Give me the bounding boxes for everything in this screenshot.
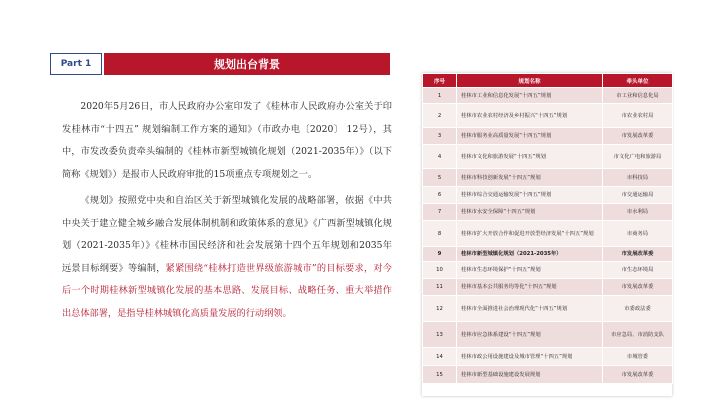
row-plan-name: 桂林市文化和旅游发展“十四五”规划 bbox=[457, 145, 603, 169]
table-row bbox=[423, 88, 673, 104]
row-plan-name: 桂林市工业和信息化发展“十四五”规划 bbox=[457, 88, 603, 104]
plans-table-grid bbox=[422, 73, 673, 384]
table-row bbox=[423, 279, 673, 296]
row-lead-unit: 市科技局 bbox=[603, 169, 673, 187]
table-row bbox=[423, 322, 673, 348]
row-index: 7 bbox=[423, 204, 457, 221]
part-label: Part 1 bbox=[50, 53, 102, 75]
table-row bbox=[423, 187, 673, 204]
row-lead-unit: 市文化广电和旅游局 bbox=[603, 145, 673, 169]
header-lead-unit: 牵头单位 bbox=[603, 74, 673, 88]
table-row bbox=[423, 145, 673, 169]
row-index: 1 bbox=[423, 88, 457, 104]
table-row bbox=[423, 204, 673, 221]
row-index: 6 bbox=[423, 187, 457, 204]
row-lead-unit: 市发展改革委 bbox=[603, 279, 673, 296]
table-header-row bbox=[423, 74, 673, 88]
row-lead-unit: 市工业和信息化局 bbox=[603, 88, 673, 104]
row-lead-unit: 市应急局、市消防支队 bbox=[603, 322, 673, 348]
row-index: 3 bbox=[423, 128, 457, 145]
row-index: 11 bbox=[423, 279, 457, 296]
row-plan-name: 桂林市新型基础设施建设发展规划 bbox=[457, 366, 603, 384]
plans-table bbox=[422, 73, 672, 396]
row-index: 9 bbox=[423, 247, 457, 262]
row-plan-name: 桂林市全面推进社会治理现代化“十四五”规划 bbox=[457, 296, 603, 322]
row-index: 13 bbox=[423, 322, 457, 348]
row-plan-name: 桂林市服务业高质量发展“十四五”规划 bbox=[457, 128, 603, 145]
table-row bbox=[423, 247, 673, 262]
table-row bbox=[423, 366, 673, 384]
table-row bbox=[423, 296, 673, 322]
plan-goal-text-highlight: 紧紧围绕“桂林打造世界级旅游城市”的目标要求，对今后一个时期桂林新型城镇化发展的基本思路、发展目标、战略任务、重大举措作出总体部署，是指导桂林城镇化高质量发展的行动纲领。 bbox=[62, 262, 392, 319]
paragraph-background: 2020年5月26日，市人民政府办公室印发了《桂林市人民政府办公室关于印发桂林市“十四五” 规划编制工作方案的通知》（市政办电〔2020〕 12号），其中，市发改委负责牵头编制的《桂林市新型城镇化规划（2021-2035年）》（以下简称《规划》）是报市人民政府审批的15项重点专项规划之一。 bbox=[62, 101, 392, 180]
row-index: 10 bbox=[423, 262, 457, 279]
row-lead-unit: 市发展改革委 bbox=[603, 366, 673, 384]
row-lead-unit: 市委政法委 bbox=[603, 296, 673, 322]
row-plan-name: 桂林市应急体系建设“十四五”规划 bbox=[457, 322, 603, 348]
row-index: 14 bbox=[423, 348, 457, 366]
row-lead-unit: 市发展改革委 bbox=[603, 128, 673, 145]
row-plan-name: 桂林市科技创新发展“十四五”规划 bbox=[457, 169, 603, 187]
row-index: 12 bbox=[423, 296, 457, 322]
row-lead-unit: 市交通运输局 bbox=[603, 187, 673, 204]
table-row bbox=[423, 221, 673, 247]
row-lead-unit: 市水利局 bbox=[603, 204, 673, 221]
table-row bbox=[423, 169, 673, 187]
row-lead-unit: 市城管委 bbox=[603, 348, 673, 366]
row-plan-name: 桂林市扩大开放合作和促进开放型经济发展“十四五”规划 bbox=[457, 221, 603, 247]
row-index: 5 bbox=[423, 169, 457, 187]
row-lead-unit: 市发展改革委 bbox=[603, 247, 673, 262]
row-plan-name: 桂林市生态环境保护“十四五”规划 bbox=[457, 262, 603, 279]
table-row bbox=[423, 348, 673, 366]
row-plan-name: 桂林市农业农村经济及乡村振兴“十四五”规划 bbox=[457, 104, 603, 128]
row-index: 15 bbox=[423, 366, 457, 384]
section-title: 规划出台背景 bbox=[104, 53, 390, 75]
row-lead-unit: 市生态环境局 bbox=[603, 262, 673, 279]
table-row bbox=[423, 128, 673, 145]
row-plan-name: 桂林市新型城镇化规划（2021-2035年） bbox=[457, 247, 603, 262]
row-plan-name: 桂林市基本公共服务均等化“十四五”规划 bbox=[457, 279, 603, 296]
row-index: 4 bbox=[423, 145, 457, 169]
paragraph-plan-basis bbox=[62, 190, 392, 325]
row-plan-name: 桂林市政公用设施建设及城市管理“十四五”规划 bbox=[457, 348, 603, 366]
row-lead-unit: 市农业农村局 bbox=[603, 104, 673, 128]
body-text bbox=[62, 96, 392, 325]
row-index: 2 bbox=[423, 104, 457, 128]
header-plan-name: 规划名称 bbox=[457, 74, 603, 88]
header-index: 序号 bbox=[423, 74, 457, 88]
table-row bbox=[423, 104, 673, 128]
table-row bbox=[423, 262, 673, 279]
row-plan-name: 桂林市综合交通运输发展“十四五”规划 bbox=[457, 187, 603, 204]
row-lead-unit: 市商务局 bbox=[603, 221, 673, 247]
plan-basis-text: 《规划》按照党中央和自治区关于新型城镇化发展的战略部署，依据《中共中央关于建立健全城乡融合发展体制机制和政策体系的意见》《广西新型城镇化规划（2021-2035年）》《桂林市国民经济和社会发展第十四个五年规划和2035年远景目标纲要》等编制， bbox=[62, 195, 392, 274]
row-index: 8 bbox=[423, 221, 457, 247]
row-plan-name: 桂林市水安全保障“十四五”规划 bbox=[457, 204, 603, 221]
